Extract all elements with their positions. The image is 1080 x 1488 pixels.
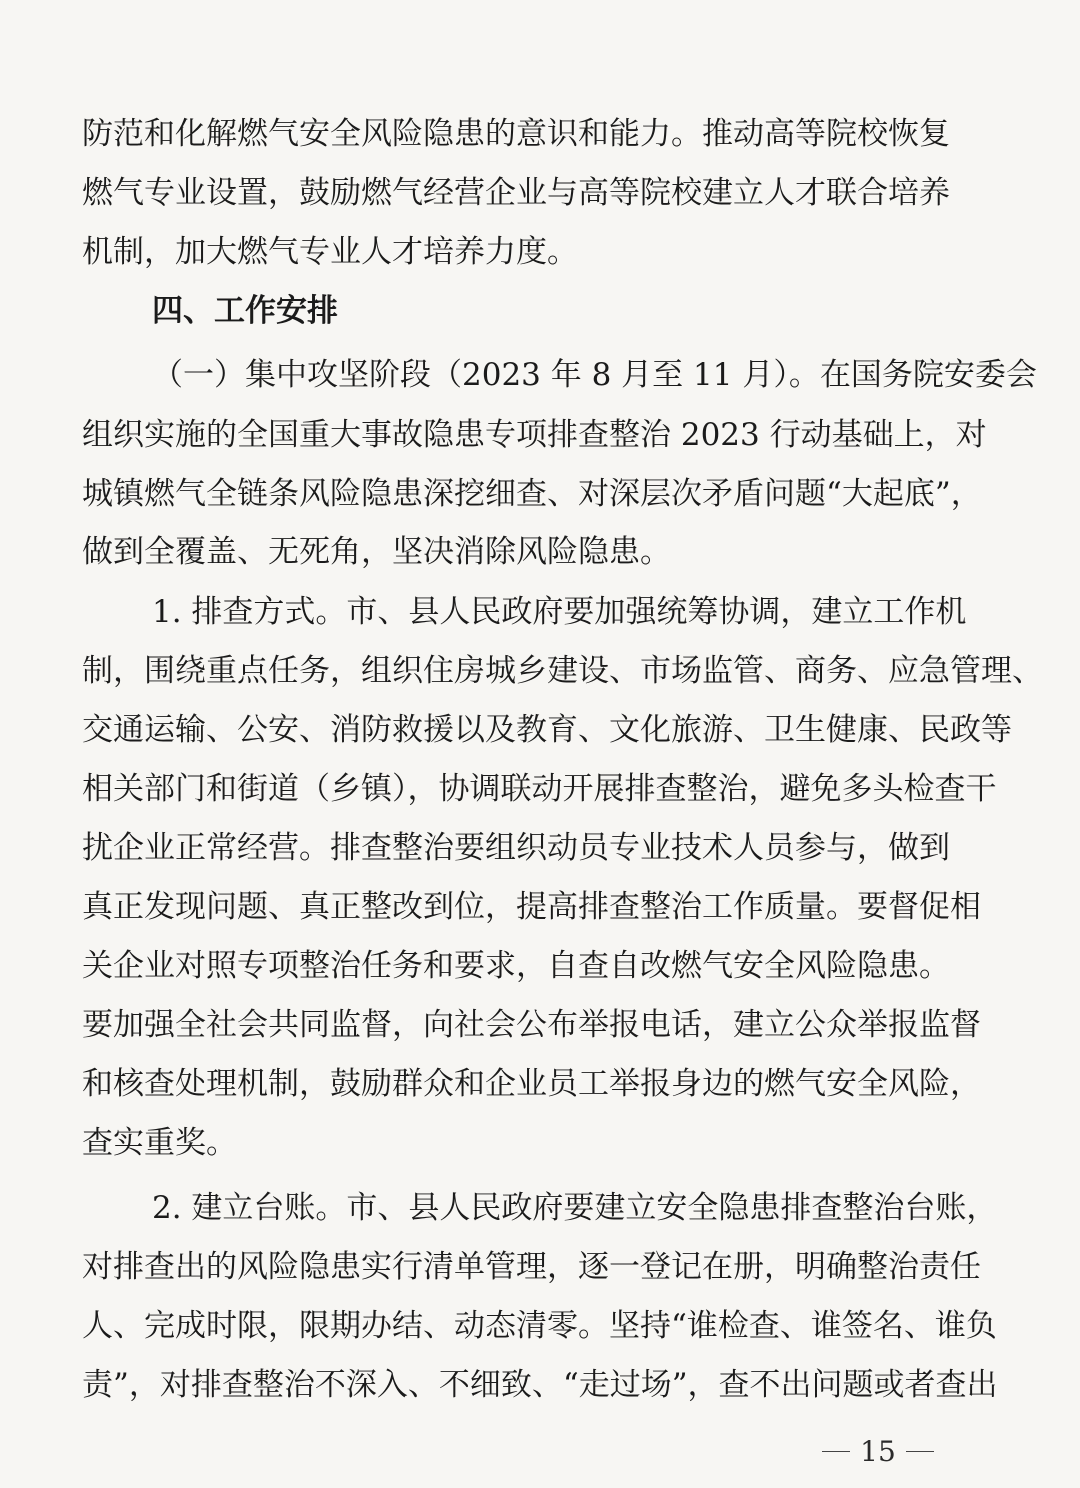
- text-line-6: 组织实施的全国重大事故隐患专项排查整治 2023 行动基础上，对: [82, 417, 987, 453]
- text-line-18: 查实重奖。: [82, 1125, 237, 1161]
- text-line-5: （一）集中攻坚阶段（2023 年 8 月至 11 月）。在国务院安委会: [152, 357, 1037, 393]
- text-line-12: 相关部门和街道（乡镇），协调联动开展排查整治，避免多头检查干: [82, 771, 997, 807]
- text-line-17: 和核查处理机制，鼓励群众和企业员工举报身边的燃气安全风险，: [82, 1066, 981, 1102]
- text-line-13: 扰企业正常经营。排查整治要组织动员专业技术人员参与，做到: [82, 830, 950, 866]
- text-line-21: 人、完成时限，限期办结、动态清零。坚持“谁检查、谁签名、谁负: [82, 1308, 997, 1344]
- text-line-22: 责”，对排查整治不深入、不细致、“走过场”，查不出问题或者查出: [82, 1367, 998, 1403]
- text-line-3: 机制，加大燃气专业人才培养力度。: [82, 234, 578, 270]
- text-line-20: 对排查出的风险隐患实行清单管理，逐一登记在册，明确整治责任: [82, 1249, 981, 1285]
- text-line-2: 燃气专业设置，鼓励燃气经营企业与高等院校建立人才联合培养: [82, 175, 950, 211]
- text-line-15: 关企业对照专项整治任务和要求，自查自改燃气安全风险隐患。: [82, 948, 950, 984]
- section-heading: 四、工作安排: [152, 293, 338, 329]
- page-number: [808, 1432, 948, 1472]
- text-line-11: 交通运输、公安、消防救援以及教育、文化旅游、卫生健康、民政等: [82, 712, 1012, 748]
- page-number-value: 15: [860, 1435, 896, 1468]
- text-line-10: 制，围绕重点任务，组织住房城乡建设、市场监管、商务、应急管理、: [82, 653, 1043, 689]
- page-number-right-dash: [906, 1451, 934, 1452]
- text-line-1: 防范和化解燃气安全风险隐患的意识和能力。推动高等院校恢复: [82, 116, 950, 152]
- text-line-16: 要加强全社会共同监督，向社会公布举报电话，建立公众举报监督: [82, 1007, 981, 1043]
- page-number-left-dash: [822, 1451, 850, 1452]
- text-line-8: 做到全覆盖、无死角，坚决消除风险隐患。: [82, 534, 671, 570]
- text-line-19: 2. 建立台账。市、县人民政府要建立安全隐患排查整治台账，: [152, 1190, 998, 1226]
- text-line-7: 城镇燃气全链条风险隐患深挖细查、对深层次矛盾问题“大起底”，: [82, 476, 982, 512]
- text-line-14: 真正发现问题、真正整改到位，提高排查整治工作质量。要督促相: [82, 889, 981, 925]
- text-line-9: 1. 排查方式。市、县人民政府要加强统筹协调，建立工作机: [152, 594, 967, 630]
